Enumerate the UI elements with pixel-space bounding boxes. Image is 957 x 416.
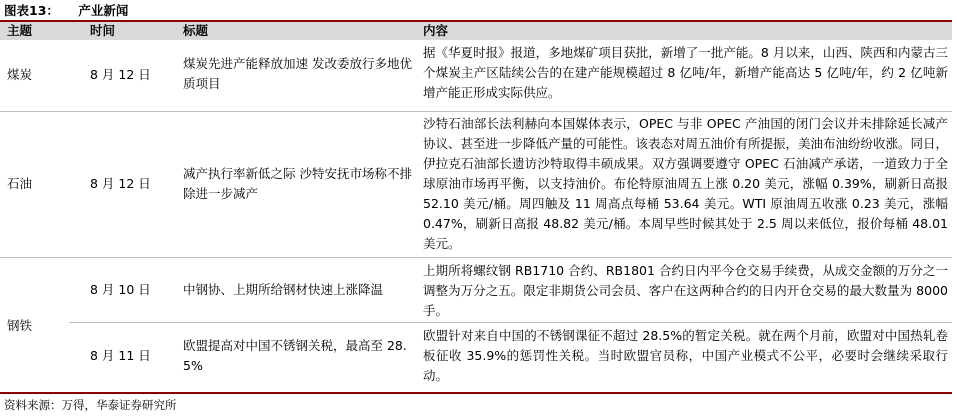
row-date: 8 月 12 日 [90,176,151,191]
figure-number: 图表13： [4,3,59,18]
row-title: 煤炭先进产能释放加速 发改委放行多地优质项目 [183,56,412,91]
row-content: 据《华夏时报》报道，多地煤矿项目获批，新增了一批产能。8 月以来，山西、陕西和内蒙古三个煤炭主产区陆续公告的在建产能规模超过 8 亿吨/年，新增产能高达 5 亿吨/年，约 2 亿吨新增产能正形成实际供应。 [423,45,948,100]
header-title: 标题 [183,23,209,38]
header-date: 时间 [90,23,116,38]
source-note: 资料来源：万得，华泰证券研究所 [4,398,177,412]
row-topic: 石油 [7,176,33,191]
row-date: 8 月 11 日 [90,348,151,363]
table-row-coal [0,40,952,111]
row-topic: 钢铁 [7,318,33,333]
row-date: 8 月 12 日 [90,67,151,82]
table-subrow [0,323,952,392]
row-content: 沙特石油部长法利赫向本国媒体表示，OPEC 与非 OPEC 产油国的闭门会议并未排除延长减产协议、甚至进一步降低产量的可能性。该表态对周五油价有所提振，美油布油纷纷收涨。同日，伊拉克石油部长遗访沙特取得丰硕成果。双方强调要遵守 OPEC 石油减产承诺，一道致力于全球原油市场再平衡，以支持油价。布伦特原油周五上涨 0.20 美元，涨幅 0.39%，刷新日高报 52.10 美元/桶。周四触及 11 周高点每桶 53.64 美元。WTI 原油周五收涨 0.23 美元，涨幅 0.47%，刷新日高报 48.82 美元/桶。本周早些时候其处于 2.5 周以来低位，报价每桶 48.01 美元。 [423,116,949,251]
header-topic: 主题 [7,23,33,38]
table-row-oil [0,112,952,257]
row-title: 中钢协、上期所给钢材快速上涨降温 [183,282,384,297]
row-title: 欧盟提高对中国不锈钢关税，最高至 28.5% [183,338,407,373]
row-date: 8 月 10 日 [90,282,151,297]
header-content: 内容 [423,23,449,38]
table-header [0,22,952,40]
row-topic: 煤炭 [7,67,33,82]
figure-caption [4,1,128,21]
row-title: 减产执行率新低之际 沙特安抚市场称不排除进一步减产 [183,166,412,201]
figure-title: 产业新闻 [78,3,129,18]
row-content: 上期所将螺纹钢 RB1710 合约、RB1801 合约日内平今仓交易手续费，从成交金额的万分之一调整为万分之五。限定非期货公司会员、客户在这两种合约的日内开仓交易的最大数量为 8000 手。 [423,263,948,318]
table-subrow [0,258,952,322]
bottom-rule [0,392,952,394]
row-content: 欧盟针对来自中国的不锈钢课征不超过 28.5%的暂定关税。就在两个月前，欧盟对中国热轧卷板征收 35.9%的惩罚性关税。当时欧盟官员称，中国产业模式不公平，必要时会继续采取行动。 [423,328,948,383]
